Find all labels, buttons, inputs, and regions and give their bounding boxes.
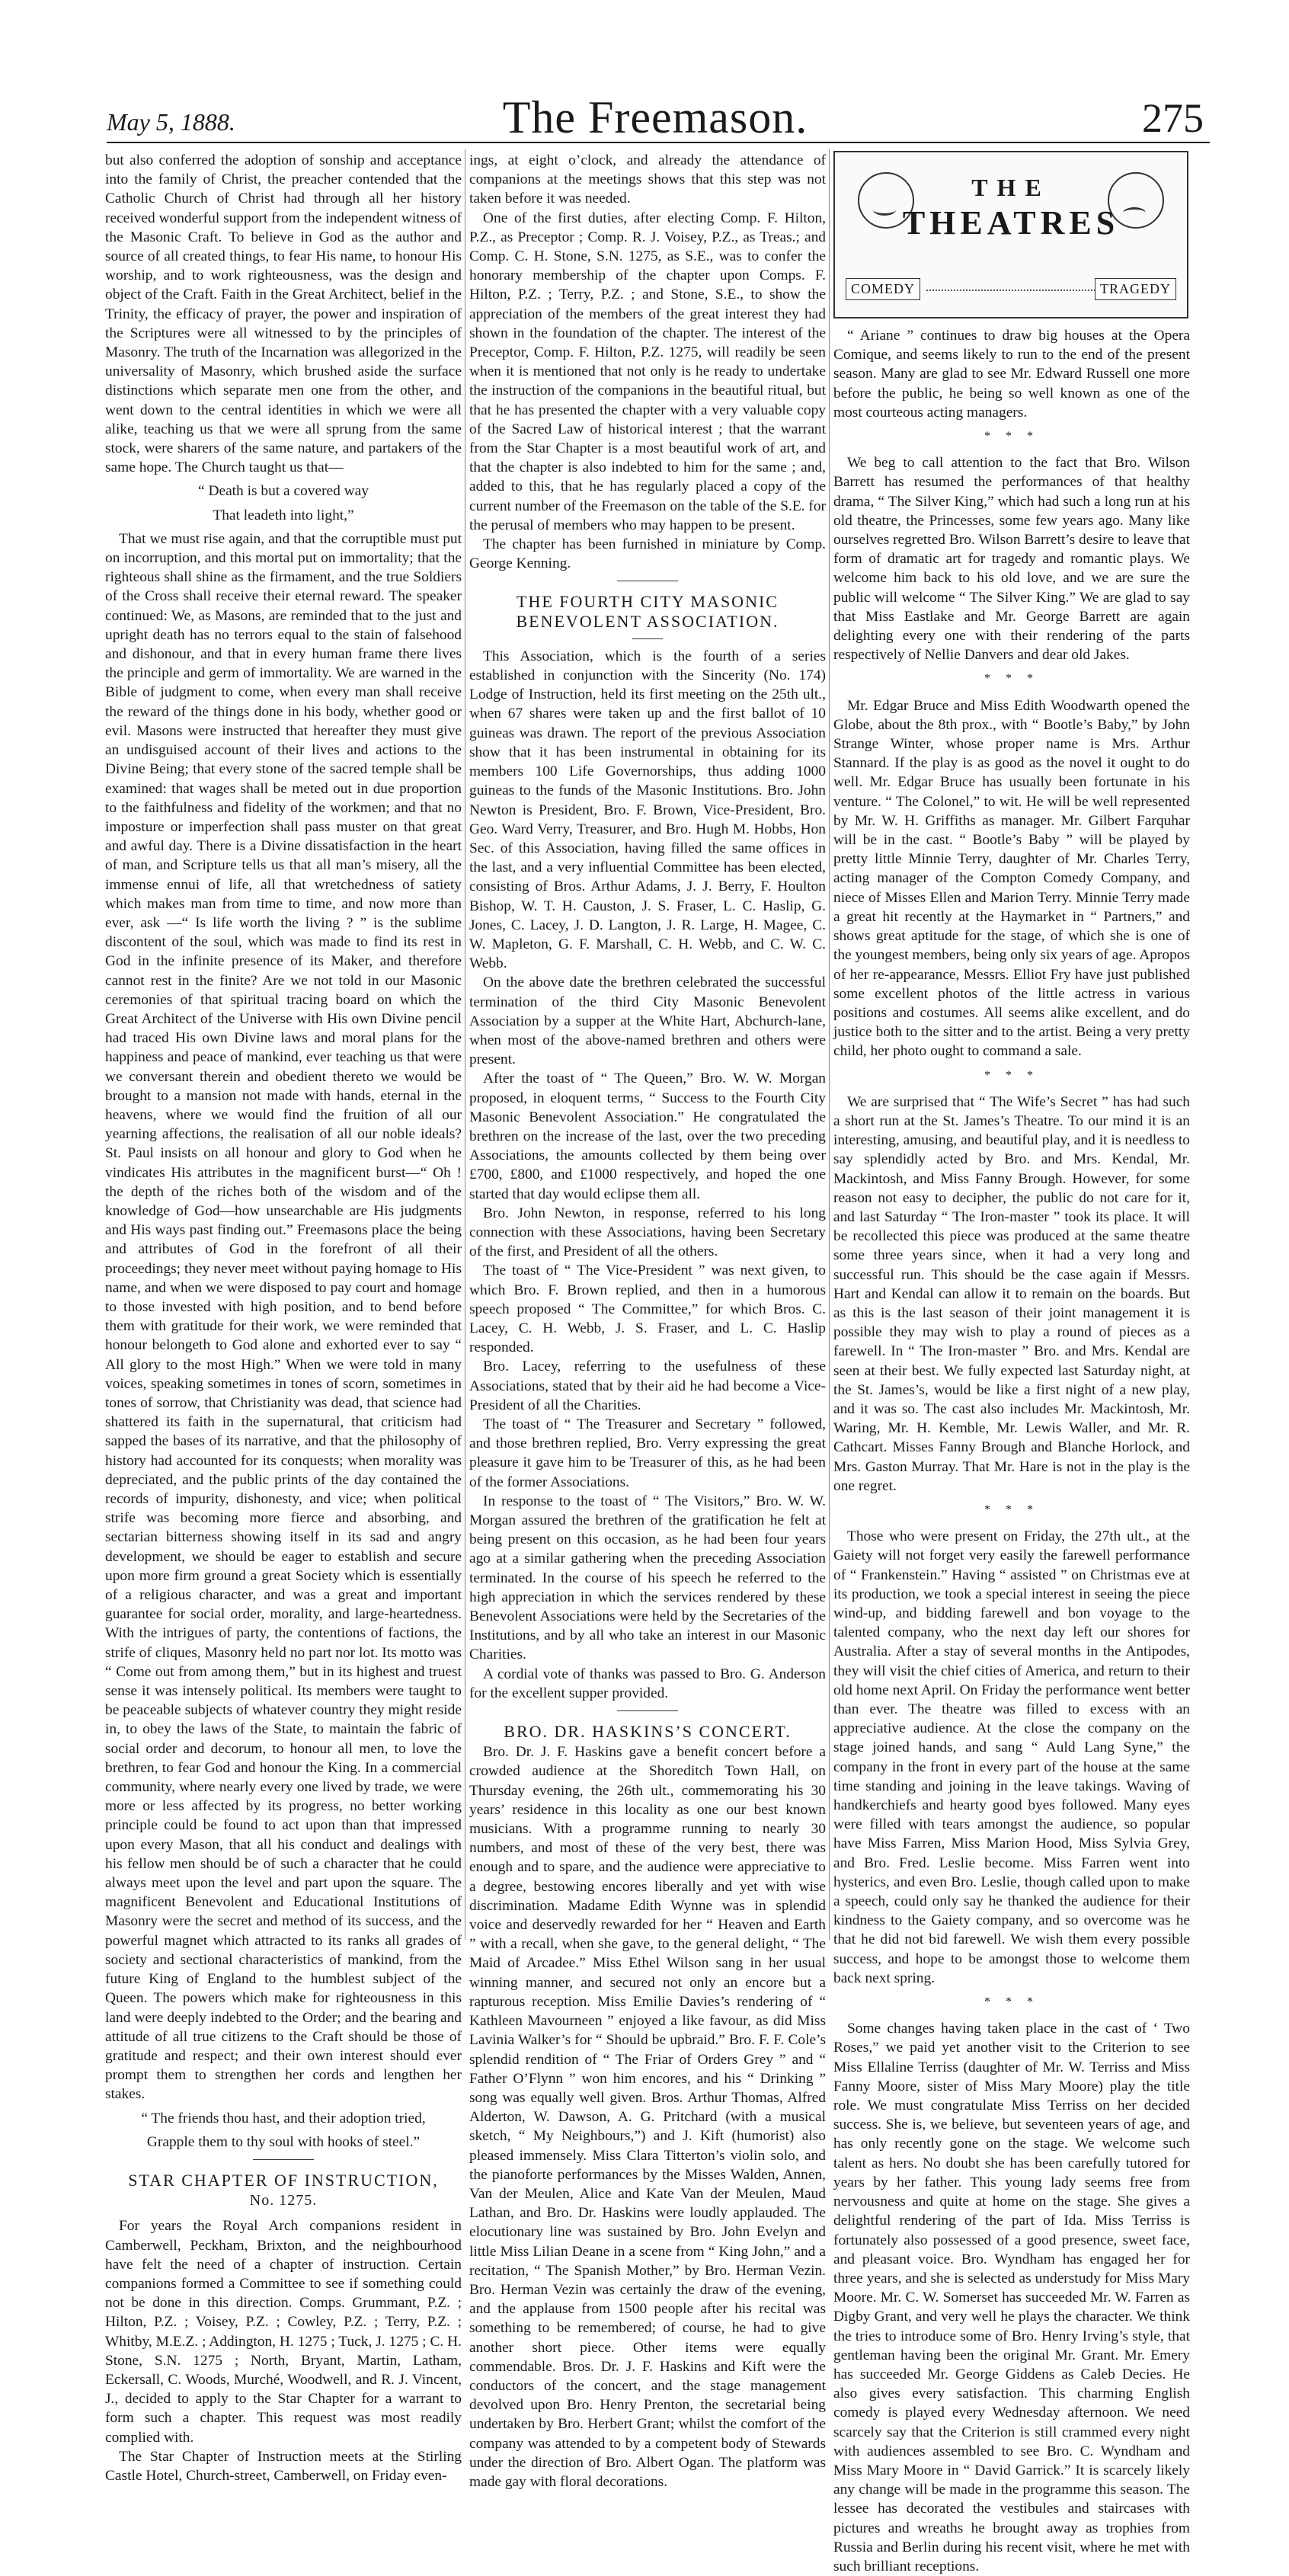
section-stars: * * * xyxy=(984,1502,1039,1516)
banner-word-theatres: THEATRES xyxy=(902,204,1120,242)
verse-line: “ Death is but a covered way xyxy=(198,483,369,500)
benevolent-association-heading: THE FOURTH CITY MASONIC BENEVOLENT ASSOCIATION. xyxy=(516,592,779,631)
comedy-label: COMEDY xyxy=(846,278,920,300)
article-text: After the toast of “ The Queen,” Bro. W. W. Morgan proposed, in eloquent terms, “ Success to the Fourth City Masonic Benevolent Association.” He congratulated the brethren on the increase of the last, over the two preceding Associations, the amounts collected by them being over £700, £800, and £1000 respectively, and hoped the one started that day would eclipse them all. xyxy=(469,1070,826,1202)
section-stars: * * * xyxy=(984,430,1039,443)
section-stars: * * * xyxy=(984,1068,1039,1082)
newspaper-title: The Freemason. xyxy=(502,92,808,142)
article-text: The toast of “ The Treasurer and Secretary ” followed, and those brethren replied, Bro. Verry expressing the great pleasure it gave him to be Treasurer of this, as he had been of the former Associations. xyxy=(469,1416,826,1490)
theatre-note: “ Ariane ” continues to draw big houses at the Opera Comique, and seems likely to run to the end of the present season. Many are glad to see Mr. Edward Russell one more before the public, he being so well known as one of the most courteous acting managers. xyxy=(833,328,1190,421)
section-stars: * * * xyxy=(984,672,1039,686)
column-divider xyxy=(829,149,830,1940)
issue-date: May 5, 1888. xyxy=(107,108,235,136)
article-text: A cordial vote of thanks was passed to Bro. G. Anderson for the excellent supper provided. xyxy=(469,1666,826,1701)
section-stars: * * * xyxy=(984,1995,1039,2009)
section-rule xyxy=(617,1710,678,1711)
article-text: The chapter has been furnished in miniature by Comp. George Kenning. xyxy=(469,536,826,572)
banner-word-the: THE xyxy=(971,174,1051,201)
masthead xyxy=(107,91,1204,145)
column-3 xyxy=(833,151,1190,2576)
theatre-note: Mr. Edgar Bruce and Miss Edith Woodwarth opened the Globe, about the 8th prox., with “ Bootle’s Baby,” by John Strange Winter, whose proper name is Mrs. Arthur Stannard. If the play is as good as the novel it ought to do well. Mr. Edgar Bruce has usually been fortunate in his venture. “ The Colonel,” to wit. He will be well represented by Mr. W. H. Griffiths as manager. Mr. Gilbert Farquhar will be in the cast. “ Bootle’s Baby ” will be played by pretty little Minnie Terry, daughter of Mr. Charles Terry, acting manager of the Compton Comedy Company, and niece of Misses Ellen and Marion Terry. Minnie Terry made a great hit recently at the Haymarket in “ Partners,” and shows great aptitude for the stage, of which she is one of the youngest members, being only six years of age. Apropos of her re-appearance, Messrs. Elliot Fry have just published some excellent photos of the little actress in various positions and costumes. All seems alike excellent, and do justice both to the sitter and to the artist. Being a very pretty child, her photo ought to command a sale. xyxy=(833,697,1190,1060)
article-text: Bro. Lacey, referring to the usefulness of these Associations, stated that by their aid he had become a Vice-President of all the Charities. xyxy=(469,1358,826,1413)
article-text: The toast of “ The Vice-President ” was next given, to which Bro. F. Brown replied, and then in a humorous speech proposed “ The Committee,” for which Bros. C. Lacey, C. H. Webb, J. S. Fraser, and L. C. Haslip responded. xyxy=(469,1262,826,1356)
theatre-note: Some changes having taken place in the cast of ‘ Two Roses,” we paid yet another visit to the Criterion to see Miss Ellaline Terriss (daughter of Mr. W. Terriss and Miss Fanny Moore, sister of Miss Mary Moore) play the title role. We must congratulate Miss Terriss on her decided success. She is, we believe, but seventeen years of age, and has only recently gone on the stage. We welcome such talent as hers. No doubt she has been carefully tutored for years by her father. This young lady seems free from nervousness and quite at home on the stage. She gives a delightful rendering of the part of Ida. Miss Terriss is fortunately also possessed of a good presence, sweet face, and pleasant voice. Bro. Wyndham has engaged her for three years, and she is selected as understudy for Miss Mary Moore. Mr. C. W. Somerset has succeeded Mr. W. Farren as Digby Grant, and very well he plays the character. We think the tries to introduce some of Bro. Henry Irving’s style, that gentleman having been the original Mr. Grant. Mr. Emery has succeeded Mr. George Giddens as Caleb Decies. He also gives every satisfaction. This charming English comedy is played every Wednesday afternoon. We need scarcely say that the Criterion is still crammed every night with audiences assembled to see Bro. C. Wyndham and Miss Mary Moore in “ David Garrick.” It is scarcely likely any change will be made in the programme this season. The lessee has decorated the vestibules and staircases with pictures and wreaths he brought away as trophies from Russia and Berlin during his recent visit, where he met with such brilliant receptions. xyxy=(833,2021,1190,2574)
masthead-rule xyxy=(107,142,1210,143)
verse-line: “ The friends thou hast, and their adoption tried, xyxy=(141,2110,426,2126)
section-rule xyxy=(253,2159,314,2160)
theatre-note: Those who were present on Friday, the 27th ult., at the Gaiety will not forget very easily the farewell performance of “ Frankenstein.” Having “ assisted ” on Christmas eve at its production, we took a special interest in seeing the piece wind-up, and bidding farewell and bon voyage to the talented company, who the next day left our shores for Australia. After a stay of several months in the Antipodes, they will visit the chief cities of America, and return to their old home next April. On Friday the performance went better than ever. The theatre was filled to excess with an appreciative audience. At the close the company on the stage joined hands, and sang “ Auld Lang Syne,” the company in the front in every part of the house at the same time standing and joining in the leave takings. Waving of handkerchiefs and hearty good byes followed. Many eyes were filled with tears amongst the audience, so popular have Miss Farren, Miss Marion Hood, Miss Sylvia Grey, and Bro. Fred. Leslie become. Miss Farren went into hysterics, and even Bro. Leslie, though called upon to make a speech, could only say he thanked the audience for their kindness to the Gaiety company, and so overcome was he that he did not bid farewell. We wish them every possible success, and hope to be amongst those to welcome them back next spring. xyxy=(833,1528,1190,1986)
page-number: 275 xyxy=(1142,95,1204,141)
banner-ornament xyxy=(926,290,1095,291)
star-chapter-number: No. 1275. xyxy=(249,2192,318,2210)
star-chapter-heading: STAR CHAPTER OF INSTRUCTION, xyxy=(128,2170,439,2190)
theatre-note: We beg to call attention to the fact that Bro. Wilson Barrett has resumed the performances of that healthy drama, “ The Silver King,” which had such a long run at his old theatre, the Princesses, some few years ago. Many like ourselves regretted Bro. Wilson Barrett’s desire to leave that form of dramatic art for tragedy and romantic plays. We welcome him back to his old love, and we are sure the public will welcome “ The Silver King.” We are glad to say that Miss Eastlake and Mr. George Barrett are again delighting every one with their rendering of the parts respectively of Nellie Danvers and dear old Jakes. xyxy=(833,455,1190,664)
tragedy-label: TRAGEDY xyxy=(1095,278,1176,300)
article-text: Bro. Dr. J. F. Haskins gave a benefit concert before a crowded audience at the Shoreditch Town Hall, on Thursday evening, the 26th ult., commemorating his 30 years’ residence in this locality as one our best known musicians. With a programme running to nearly 30 numbers, and most of these of the very best, there was enough and to spare, and the audience were appreciative to a degree, bestowing encores liberally and yet with wise discrimination. Madame Edith Wynne was in splendid voice and deservedly rewarded for her “ Heaven and Earth ” with a recall, when she gave, to the general delight, “ The Maid of Arcadee.” Miss Ethel Wilson sang in her usual winning manner, and secured not only an encore but a rapturous reception. Miss Emilie Davies’s rendering of “ Kathleen Mavourneen ” enjoyed a like favour, as did Miss Lavinia Walker’s for “ Should be upbraid.” Bro. F. F. Cole’s splendid rendition of “ The Friar of Orders Grey ” and “ Father O’Flynn ” won him encores, and his “ Drinking ” song was equally well given. Bros. Arthur Thomas, Alfred Alderton, W. Dawson, A. G. Pritchard (with a musical sketch, “ My Neighbours,”) and J. Kift (humorist) also pleased immensely. Miss Clara Titterton’s violin solo, and the pianoforte performances by the Misses Walden, Annen, Van der Meulen, Alice and Kate Van der Meulen, Maud Lathan, and Bro. Dr. Haskins were loudly applauded. The elocutionary line was sustained by Bro. John Evelyn and little Miss Lilian Deane in a scene from “ King John,” and a recitation, “ The Spanish Mother,” by Bro. Herman Vezin. Bro. Herman Vezin was certainly the draw of the evening, and the applause from 1500 people after his recital was something to be remembered; of course, he had to give another short piece. Other items were equally commendable. Bros. Dr. J. F. Haskins and Kift were the conductors of the concert, and the stage management devolved upon Bro. Henry Prenton, the secretarial being undertaken by Bro. Herbert Grant; whilst the comfort of the company was attended to by a competent body of Stewards under the direction of Bro. Albert Ogan. The platform was made gay with floral decorations. xyxy=(469,1744,826,2490)
article-text: For years the Royal Arch companions resident in Camberwell, Peckham, Brixton, and the neighbourhood have felt the need of a chapter of instruction. Certain companions formed a Committee to see if something could not be done in this direction. Comps. Grummant, P.Z. ; Hilton, P.Z. ; Voisey, P.Z. ; Cowley, P.Z. ; Terry, P.Z. ; Whitby, M.E.Z. ; Addington, H. 1275 ; Tuck, J. 1275 ; C. H. Stone, S.N. 1275 ; North, Bryant, Martin, Latham, Eckersall, C. Woods, Murché, Woodwell, and R. J. Vincent, J., decided to apply to the Star Chapter for a warrant to form such a chapter. This request was most readily complied with. xyxy=(105,2218,462,2446)
column-2 xyxy=(469,151,826,2491)
article-text: On the above date the brethren celebrated the successful termination of the third City Masonic Benevolent Association by a supper at the White Hart, Abchurch-lane, when most of the above-named brethren and others were present. xyxy=(469,974,826,1068)
verse-line: Grapple them to thy soul with hooks of steel.” xyxy=(146,2133,421,2150)
sermon-text: but also conferred the adoption of sonship and acceptance into the family of Christ, the preacher contended that the Catholic Church of Christ had through all her history received wonderful support from the independent witness of the Masonic Craft. To believe in God as the author and source of all created things, to fear His name, to honour His worship, and to work righteousness, was the design and object of the Craft. Faith in the Great Architect, belief in the Trinity, the efficacy of prayer, the power and inspiration of the Scriptures were all witnessed to by the principles of Masonry. The truth of the Incarnation was allegorized in the universality of Masonry, which brushed aside the surface distinctions which separate men one from the other, and went down to the central identities in which we were all alike, teaching us that we were all sprung from the same stock, were sharers of the same nature, and partakers of the same hope. The Church taught us that— xyxy=(105,152,462,476)
concert-heading: BRO. DR. HASKINS’S CONCERT. xyxy=(504,1722,792,1742)
theatre-note: We are surprised that “ The Wife’s Secret ” has had such a short run at the St. James’s Theatre. To our mind it is an interesting, amusing, and beautiful play, and it is needless to say splendidly acted by Bro. and Mrs. Kendal, Mr. Mackintosh, and Miss Fanny Brough. However, for some reason not easy to decipher, the public do not care for it, and last Saturday “ The Iron-master ” took its place. It will be recollected this piece was produced at the same theatre some three years since, when it had a very long and successful run. This should be the case again if Messrs. Hart and Kendal can allow it to remain on the boards. But as this is the last season of their joint management it is possible they may wish to play a round of pieces as a farewell. In “ The Iron-master ” Bro. and Mrs. Kendal are seen at their best. We fully expected last Saturday night, at the St. James’s, would be like a first night of a new play, and it was so. The cast also includes Mr. Mackintosh, Mr. Waring, Mr. H. Kemble, Mr. Lewis Waller, and Mr. R. Cathcart. Misses Fanny Brough and Blanche Horlock, and Mrs. Gaston Murray. That Mr. Hare is not in the play is the one regret. xyxy=(833,1093,1190,1494)
theatres-banner xyxy=(833,151,1188,318)
article-text: ings, at eight o’clock, and already the attendance of companions at the meetings shows that this step was not taken before it was needed. xyxy=(469,152,826,207)
article-text: In response to the toast of “ The Visitors,” Bro. W. W. Morgan assured the brethren of the gratification he felt at being present on this occasion, as he had been four years ago at a similar gathering when the preceding Association terminated. In the course of his speech he referred to the high appreciation in which the services rendered by these Benevolent Associations were held by the Secretaries of the Institutions, and by all who take an interest in our Masonic Charities. xyxy=(469,1493,826,1663)
column-1 xyxy=(105,151,462,2485)
article-text: Bro. John Newton, in response, referred to his long connection with these Associations, having been Secretary of the first, and President of all the others. xyxy=(469,1205,826,1260)
sermon-text: That we must rise again, and that the corruptible must put on incorruption, and this mortal put on immortality; that the righteous shall shine as the firmament, and the true Soldiers of the Cross shall receive their eternal reward. The speaker continued: We, as Masons, are reminded that to the just and upright death has no terrors equal to the stain of falsehood and dishonour, and that in every human frame there lives the principle and germ of immortality. We are warned in the Bible of judgment to come, when every man shall receive the reward of the things done in his body, whether good or evil. Masons were instructed that hereafter they must give an undisguised account of their lives and actions to the Divine Being; that every stone of the sacred temple shall be examined: that wages shall be meted out in due proportion to the faithfulness and fidelity of the workmen; and that no imposture or imperfection shall pass muster on that great and awful day. There is a Divine dissatisfaction in the heart of man, and Scripture tells us that all man’s misery, all the immense ennui of life, all that wretchedness of satiety which makes man from time to time, and now more than ever, ask —“ Is life worth the living ? ” is the sublime discontent of the soul, which was made to find its rest in God in the infinite presence of its Maker, and therefore cannot rest in the finite? Are we not told in our Masonic ceremonies of that spiritual tracing board on which the Great Architect of the Universe with His own Divine pencil had traced His own Divine laws and moral plans for the happiness and peace of mankind, ever teaching us that were we conversant therein and obedient thereto we would be brought to a mansion not made with hands, eternal in the heavens, where we would find the fruition of all our yearning affections, the realisation of all our noble ideals? St. Paul insists on all honour and glory to God when he vindicates His attributes in the magnificent burst—“ Oh ! the depth of the riches both of the wisdom and of the knowledge of God—how unsearchable are His judgments and His ways past finding out.” Freemasons place the being and attributes of God in the forefront of all their proceedings; they never meet without paying homage to His name, and when we were disposed to pay court and homage to those invested with high position, and to bend before them with gratitude for their work, we were reminded that honour belongeth to God alone and exhorted ever to say “ All glory to the most High.” When we were told in many voices, speaking sometimes in tones of scorn, sometimes in tones of sorrow, that Christianity was dead, that science had shattered its faith in the supernatural, that criticism had sapped the bases of its narrative, and that the philosophy of history had accounted for its conquests; when morality was depreciated, and the public prints of the day contained the records of impurity, dishonesty, and vice; when political strife was becoming more fierce and absorbing, and sectarian bitterness showing itself in its sad and angry development, we should be eager to establish and secure upon more firm ground a great Society which is essentially of a religious character, and was a great and important guarantee for social order, morality, and large-heartedness. With the intrigues of party, the contentions of factions, the strife of cliques, Masonry held no part nor lot. Its motto was “ Come out from among them,” but in its highest and truest sense it was intensely political. Its members were taught to be peaceable subjects of whatever country they might reside in, to obey the laws of the State, to maintain the fabric of social order and decorum, to honour all men, to love the brethren, to fear God and honour the King. In a commercial community, where nearly every one lived by trade, we were more or less affected by its progress, no better working principle could be found to act upon than that impressed upon every Mason, that all his conduct and dealings with his fellow men should be of such a character that he could always meet upon the level and part upon the square. The magnificent Benevolent and Educational Institutions of Masonry were the secret and method of its success, and the powerful magnet which attracted to its ranks all grades of society and sectional characteristics of mankind, from the future King of England to the humblest subject of the Queen. The powers which make for righteousness in this land were deeply indebted to the Order; and the bearing and attitude of all true citizens to the Craft should be those of gratitude and respect; and their own interest should ever prompt them to strengthen her cords and lengthen her stakes. xyxy=(105,530,462,2103)
article-text: This Association, which is the fourth of a series established in conjunction with the Sincerity (No. 174) Lodge of Instruction, held its first meeting on the 25th ult., when 67 shares were taken up and the first ballot of 10 guineas was drawn. The report of the previous Association show that it has been instrumental in obtaining for its members 100 Life Governorships, thus adding 1000 guineas to the funds of the Masonic Institutions. Bro. John Newton is President, Bro. F. Brown, Vice-President, Bro. Geo. Ward Verry, Treasurer, and Bro. Hugh M. Hobbs, Hon Sec. of this Association, having filled the same offices in the last, and a very influential Committee has been elected, consisting of Bros. Arthur Adams, J. J. Berry, F. Houlton Bishop, W. T. H. Causton, J. S. Fraser, L. C. Haslip, G. Jones, C. Lacey, J. D. Langton, J. R. Large, H. Magee, C. W. Mapleton, G. F. Marshall, C. H. Webb, and C. W. C. Webb. xyxy=(469,648,826,972)
section-rule xyxy=(632,638,663,639)
verse-line: That leadeth into light,” xyxy=(213,507,354,523)
article-text: The Star Chapter of Instruction meets at the Stirling Castle Hotel, Church-street, Camberwell, on Friday even- xyxy=(105,2448,462,2484)
article-text: One of the first duties, after electing Comp. F. Hilton, P.Z., as Preceptor ; Comp. R. J. Voisey, P.Z., as Treas.; and Comp. C. H. Stone, S.N. 1275, as S.E., was to confer the honorary membership of the chapter upon Comps. F. Hilton, P.Z. ; Terry, P.Z. ; and Stone, S.E., to show the appreciation of the members of the great interest they had shown in the foundation of the chapter. The interest of the Preceptor, Comp. F. Hilton, P.Z. 1275, will readily be seen when it is mentioned that not only is he ready to undertake the instruction of the companions in the beautiful ritual, but that he has presented the chapter with a very valuable copy of the Sacred Law of historical interest ; that the warrant from the Star Chapter is a most beautiful work of art, and that the chapter is also indebted to him for the same ; and, added to this, that he has regularly placed a copy of the current number of the Freemason on the table of the S.E. for the perusal of members who may happen to be present. xyxy=(469,210,826,533)
